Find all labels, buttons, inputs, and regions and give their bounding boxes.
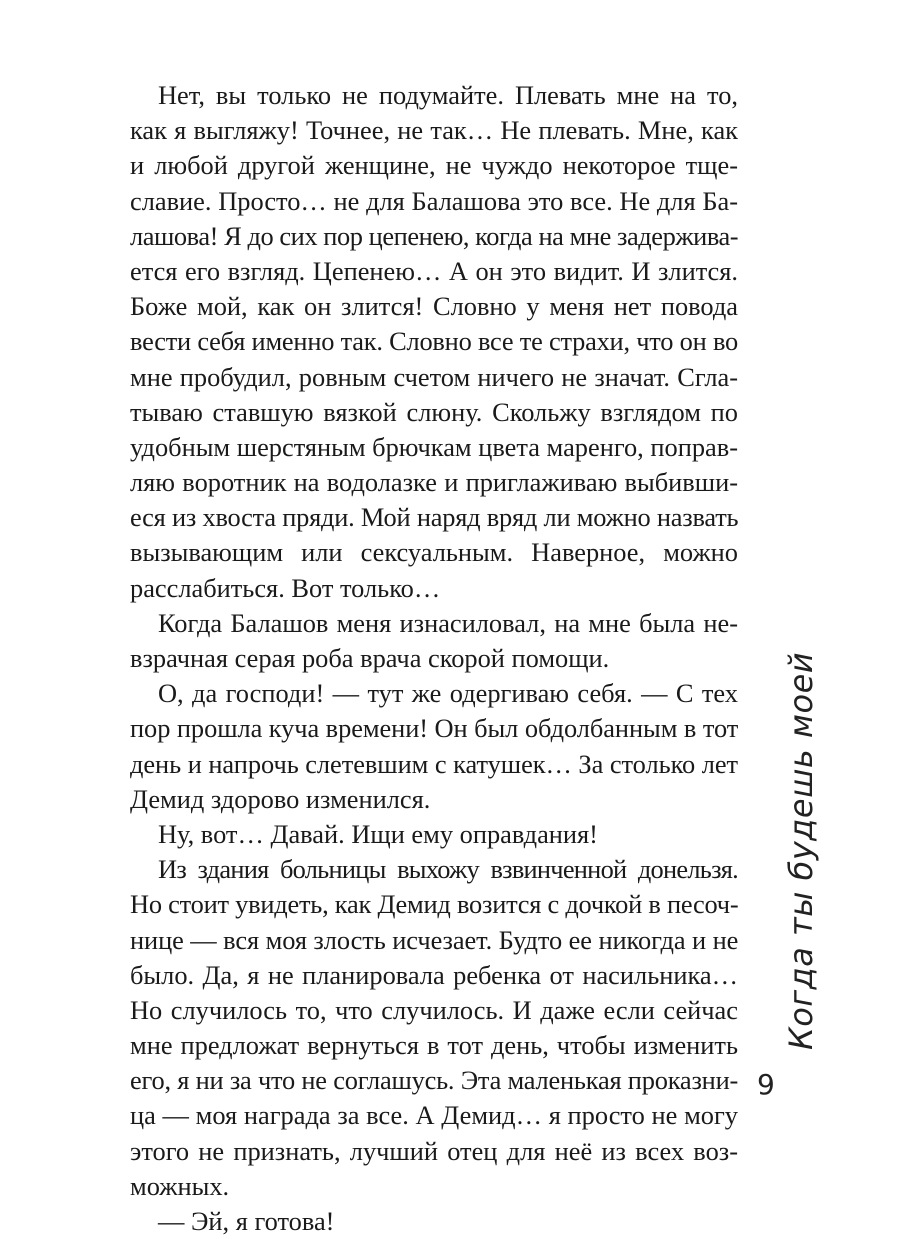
text-line: его, я ни за что не соглашусь. Эта маленькая проказни- [130, 1065, 739, 1096]
paragraph [130, 676, 738, 817]
text-line: удобным шерстяным брючкам цвета маренго, поправ- [130, 431, 738, 462]
text-line: Из здания больницы выхожу взвинченной донельзя. [158, 854, 738, 885]
text-line: Боже мой, как он злится! Словно у меня нет повода [130, 291, 738, 322]
text-line: пор прошла куча времени! Он был обдолбанным в тот [130, 713, 739, 744]
text-line: нице — вся моя злость исчезает. Будто ее никогда и не [130, 924, 739, 955]
text-line: и любой другой женщине, не чуждо некоторое тще- [130, 150, 738, 181]
text-line: О, да господи! — тут же одергиваю себя. — С тех [158, 678, 738, 709]
text-line: Когда Балашов меня изнасиловал, на мне была не- [158, 607, 738, 638]
text-line: славие. Просто… не для Балашова это все. Не для Ба- [130, 185, 738, 216]
text-line: день и напрочь слетевшим с катушек… За столько лет [130, 748, 739, 779]
text-line: как я выгляжу! Точнее, не так… Не плевать. Мне, как [130, 115, 738, 146]
running-title: Когда ты будешь моей [782, 651, 820, 1050]
text-line: взрачная серая роба врача скорой помощи. [130, 643, 610, 673]
text-line: Ну, вот… Давай. Ищи ему оправдания! [158, 818, 598, 849]
text-line: вести себя именно так. Словно все те страхи, что он во [130, 326, 738, 357]
text-line: еся из хвоста пряди. Мой наряд вряд ли можно назвать [130, 502, 739, 533]
text-line: мне пробудил, ровным счетом ничего не значат. Сгла- [130, 361, 738, 392]
text-line: тываю ставшую вязкой слюну. Скольжу взглядом по [130, 396, 738, 427]
paragraph [130, 606, 738, 676]
text-line: — Эй, я готова! [158, 1206, 335, 1236]
text-line: Демид здорово изменился. [130, 783, 431, 814]
paragraph [130, 78, 738, 606]
page-body-text [130, 78, 738, 1239]
paragraph [130, 852, 738, 1204]
text-line: было. Да, я не планировала ребенка от насильника… [130, 959, 738, 990]
text-line: вызывающим или сексуальным. Наверное, можно [130, 537, 738, 568]
text-line: мне предложат вернуться в тот день, чтобы изменить [130, 1030, 738, 1061]
page-number: 9 [757, 1068, 775, 1101]
text-line: можных. [130, 1170, 230, 1201]
text-line: этого не признать, лучший отец для неё из всех воз- [130, 1135, 738, 1166]
text-line: Но случилось то, что случилось. И даже если сейчас [130, 994, 738, 1025]
paragraph [130, 1204, 738, 1239]
text-line: ется его взгляд. Цепенею… А он это видит. И злится. [130, 255, 738, 286]
text-line: Нет, вы только не подумайте. Плевать мне на то, [158, 80, 738, 110]
paragraph [130, 817, 738, 852]
text-line: ляю воротник на водолазке и приглаживаю выбивши- [130, 467, 738, 498]
text-line: ца — моя награда за все. А Демид… я просто не могу [130, 1100, 738, 1131]
text-line: расслабиться. Вот только… [130, 572, 441, 603]
text-line: Но стоит увидеть, как Демид возится с дочкой в песоч- [130, 889, 739, 920]
text-line: лашова! Я до сих пор цепенею, когда на мне задержива- [130, 220, 739, 251]
